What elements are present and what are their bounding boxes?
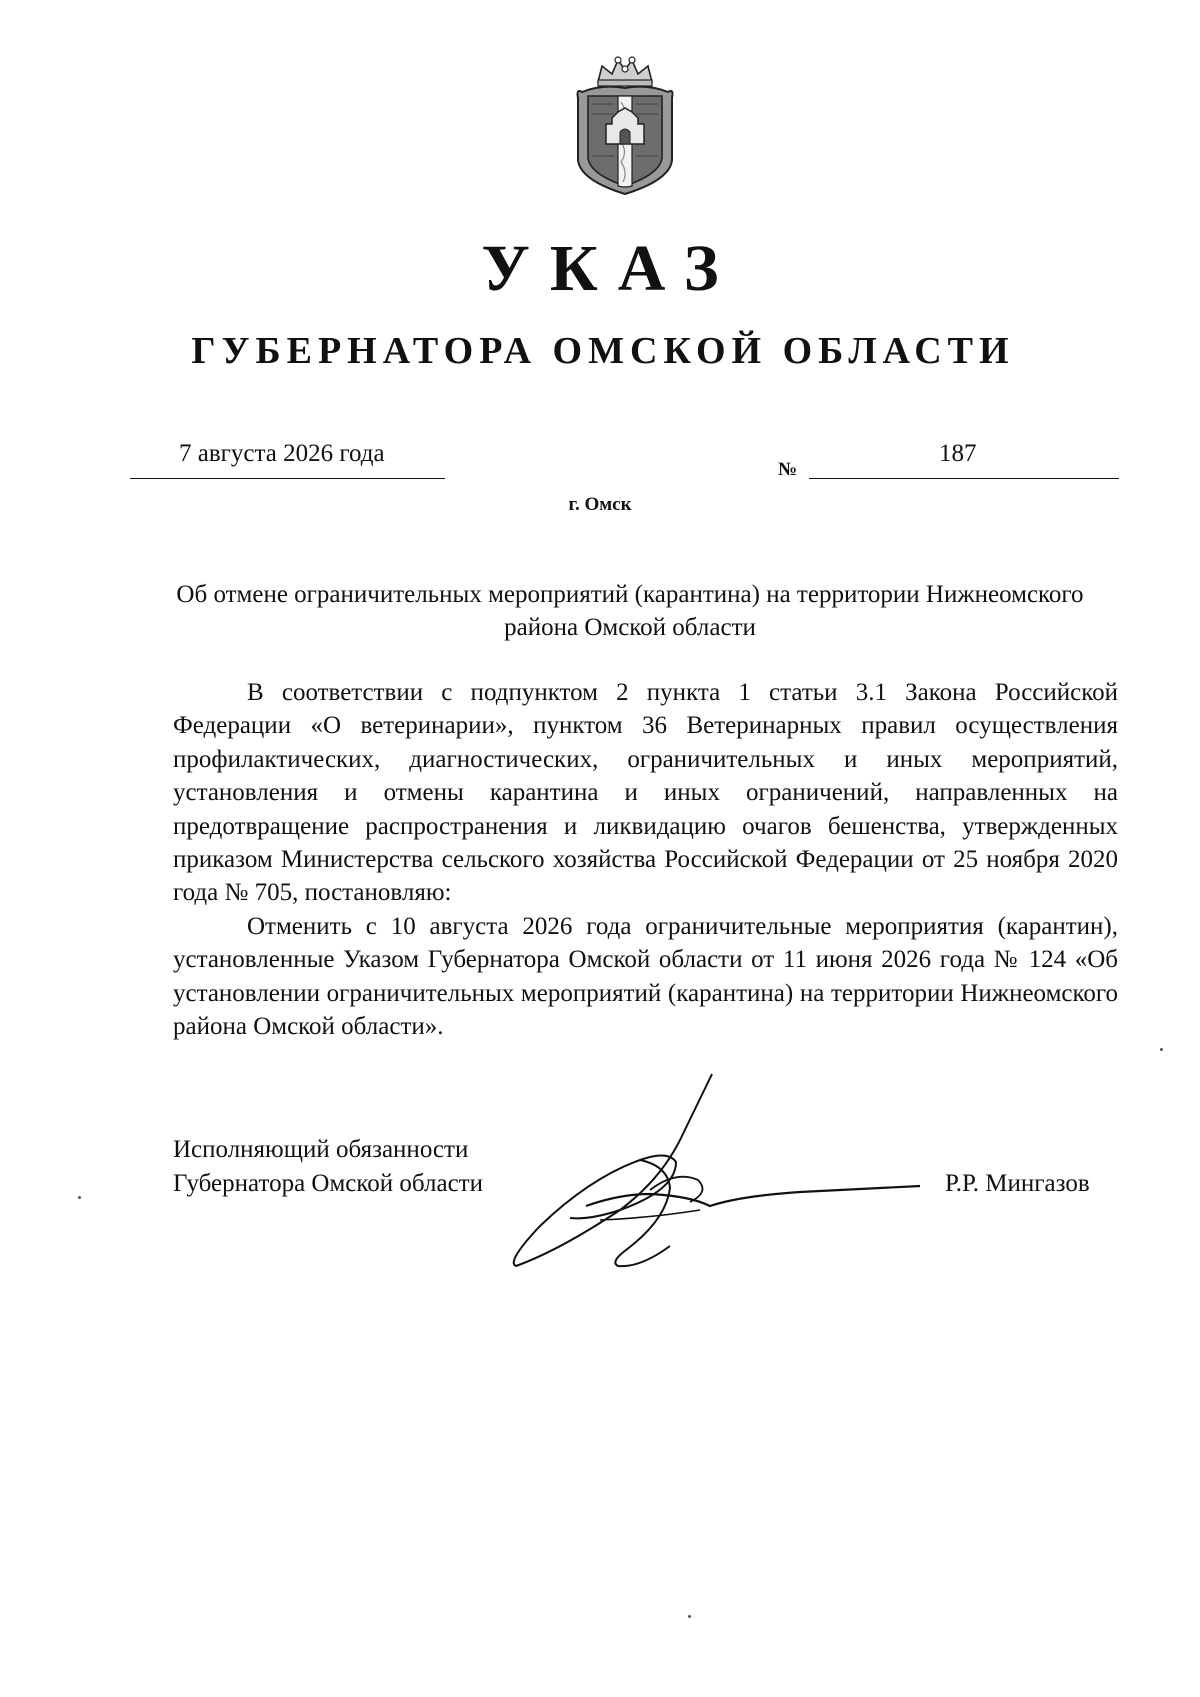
signatory-position-line: Губернатора Омской области xyxy=(173,1170,483,1197)
signatory-position-line: Исполняющий обязанности xyxy=(173,1136,469,1163)
document-body xyxy=(173,676,1118,1043)
issue-city: г. Омск xyxy=(568,494,632,515)
signatory-name: Р.Р. Мингазов xyxy=(945,1170,1090,1197)
document-type-title: УКАЗ xyxy=(481,232,739,305)
signatory-position xyxy=(173,1133,483,1201)
issuer-title: ГУБЕРНАТОРА ОМСКОЙ ОБЛАСТИ xyxy=(191,330,1015,372)
body-paragraph: Отменить с 10 августа 2026 года ограничительные мероприятия (карантин), установленные Указом Губернатора Омской области от 11 июня 2026 года № 124 «Об установлении ограничительных мероприятий (карантина) на территории Нижнеомского района Омской области». xyxy=(173,912,1118,1041)
document-heading: Об отмене ограничительных мероприятий (карантина) на территории Нижнеомского района Омской области xyxy=(176,581,1084,641)
handwritten-signature xyxy=(500,1070,940,1280)
scan-speck xyxy=(78,1196,81,1199)
body-paragraph: В соответствии с подпунктом 2 пункта 1 статьи 3.1 Закона Российской Федерации «О ветеринарии», пунктом 36 Ветеринарных правил осуществления профилактических, диагностических, ограничительных и иных мероприятий, установления и отмены карантина и иных ограничений, направленных на предотвращение распространения и ликвидацию очагов бешенства, утвержденных приказом Министерства сельского хозяйства Российской Федерации от 25 ноября 2020 года № 705, постановляю: xyxy=(173,679,1118,907)
coat-of-arms-icon xyxy=(568,52,682,198)
document-number: 187 xyxy=(939,440,977,467)
document-date: 7 августа 2026 года xyxy=(179,440,385,467)
scan-speck xyxy=(1160,1048,1163,1051)
number-sign: № xyxy=(778,459,798,480)
scan-speck xyxy=(688,1615,691,1618)
date-field xyxy=(130,438,445,479)
number-field xyxy=(809,438,1119,479)
